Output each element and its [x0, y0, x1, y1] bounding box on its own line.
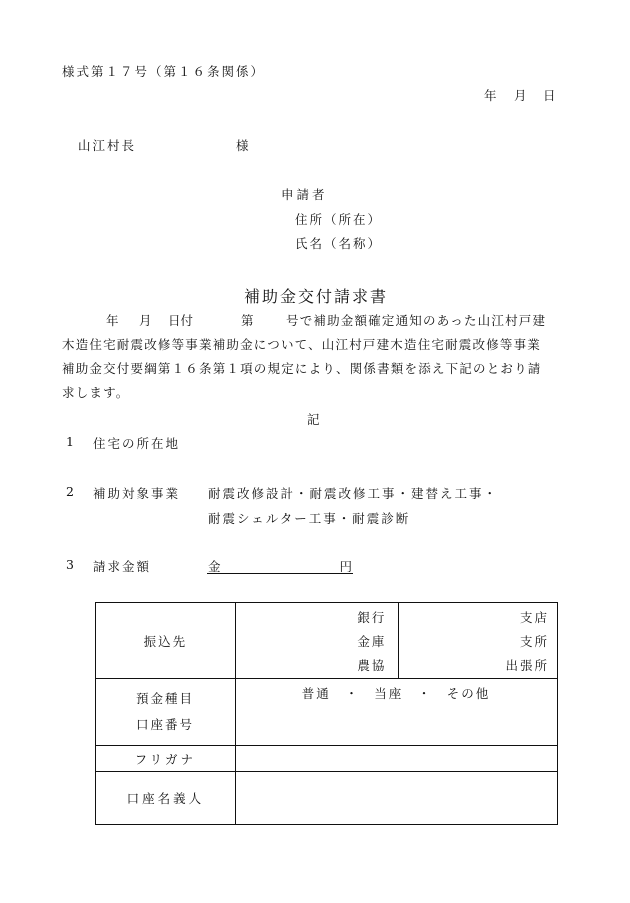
item2-number: 2 — [66, 484, 74, 499]
account-number-label: 口座番号 — [136, 717, 195, 732]
item3-number: 3 — [66, 557, 74, 572]
item2-line1: 耐震改修設計・耐震改修工事・建替え工事・ — [208, 486, 499, 501]
deposit-value-cell[interactable] — [235, 679, 557, 746]
deposit-options[interactable]: 普通 ・ 当座 ・ その他 — [301, 686, 491, 701]
furikomi-label: 振込先 — [143, 633, 188, 649]
deposit-label-cell — [96, 679, 236, 746]
body-year: 年 — [106, 313, 119, 328]
body-line3: 補助金交付要綱第１６条第１項の規定により、関係書類を添え下記のとおり請 — [62, 361, 542, 376]
body-line1-rest: 号で補助金額確定通知のあった山江村戸建 — [286, 313, 547, 328]
bank-transfer-table — [95, 602, 558, 825]
item1-number: 1 — [66, 434, 74, 449]
furigana-label-cell — [96, 746, 236, 772]
applicant-label: 申請者 — [281, 187, 328, 202]
item3-label: 請求金額 — [93, 559, 152, 574]
amount-field[interactable] — [207, 557, 353, 574]
body-line4: 求します。 — [62, 385, 130, 400]
body-day: 日付 — [168, 313, 194, 328]
form-number: 様式第１７号（第１６条関係） — [62, 64, 266, 79]
branch-shuchojo: 出張所 — [505, 658, 549, 673]
date-year: 年 — [484, 88, 497, 103]
holder-value-cell[interactable] — [235, 772, 557, 825]
item2-line2: 耐震シェルター工事・耐震診断 — [208, 511, 411, 526]
addressee-name: 山江村長 — [78, 138, 137, 153]
date-month: 月 — [514, 88, 527, 103]
furikomi-label-cell — [96, 603, 236, 679]
body-dai: 第 — [241, 313, 254, 328]
furigana-value-cell[interactable] — [235, 746, 557, 772]
amount-en: 円 — [339, 559, 352, 574]
body-month: 月 — [139, 313, 152, 328]
holder-label-cell — [96, 772, 236, 825]
inst-bank: 銀行 — [357, 610, 387, 625]
furigana-label: フリガナ — [134, 751, 197, 767]
branch-cell[interactable] — [399, 603, 558, 679]
branch-shiten: 支店 — [519, 610, 549, 625]
item1-label: 住宅の所在地 — [93, 436, 181, 451]
body-line2: 木造住宅耐震改修等事業補助金について、山江村戸建木造住宅耐震改修等事業 — [62, 337, 542, 352]
account-holder-label: 口座名義人 — [126, 791, 205, 806]
amount-kin: 金 — [208, 559, 221, 574]
institution-cell[interactable] — [235, 603, 399, 679]
branch-shisho: 支所 — [519, 634, 549, 649]
applicant-address: 住所（所在） — [295, 212, 383, 227]
ki-label: 記 — [307, 412, 320, 427]
inst-nokyo: 農協 — [357, 658, 387, 673]
deposit-type-label: 預金種目 — [136, 691, 195, 706]
document-title: 補助金交付請求書 — [244, 287, 389, 306]
applicant-name: 氏名（名称） — [295, 236, 383, 251]
addressee-honorific: 様 — [236, 138, 249, 153]
inst-shinkin: 金庫 — [357, 634, 387, 649]
item2-label: 補助対象事業 — [93, 486, 181, 501]
date-day: 日 — [543, 88, 556, 103]
